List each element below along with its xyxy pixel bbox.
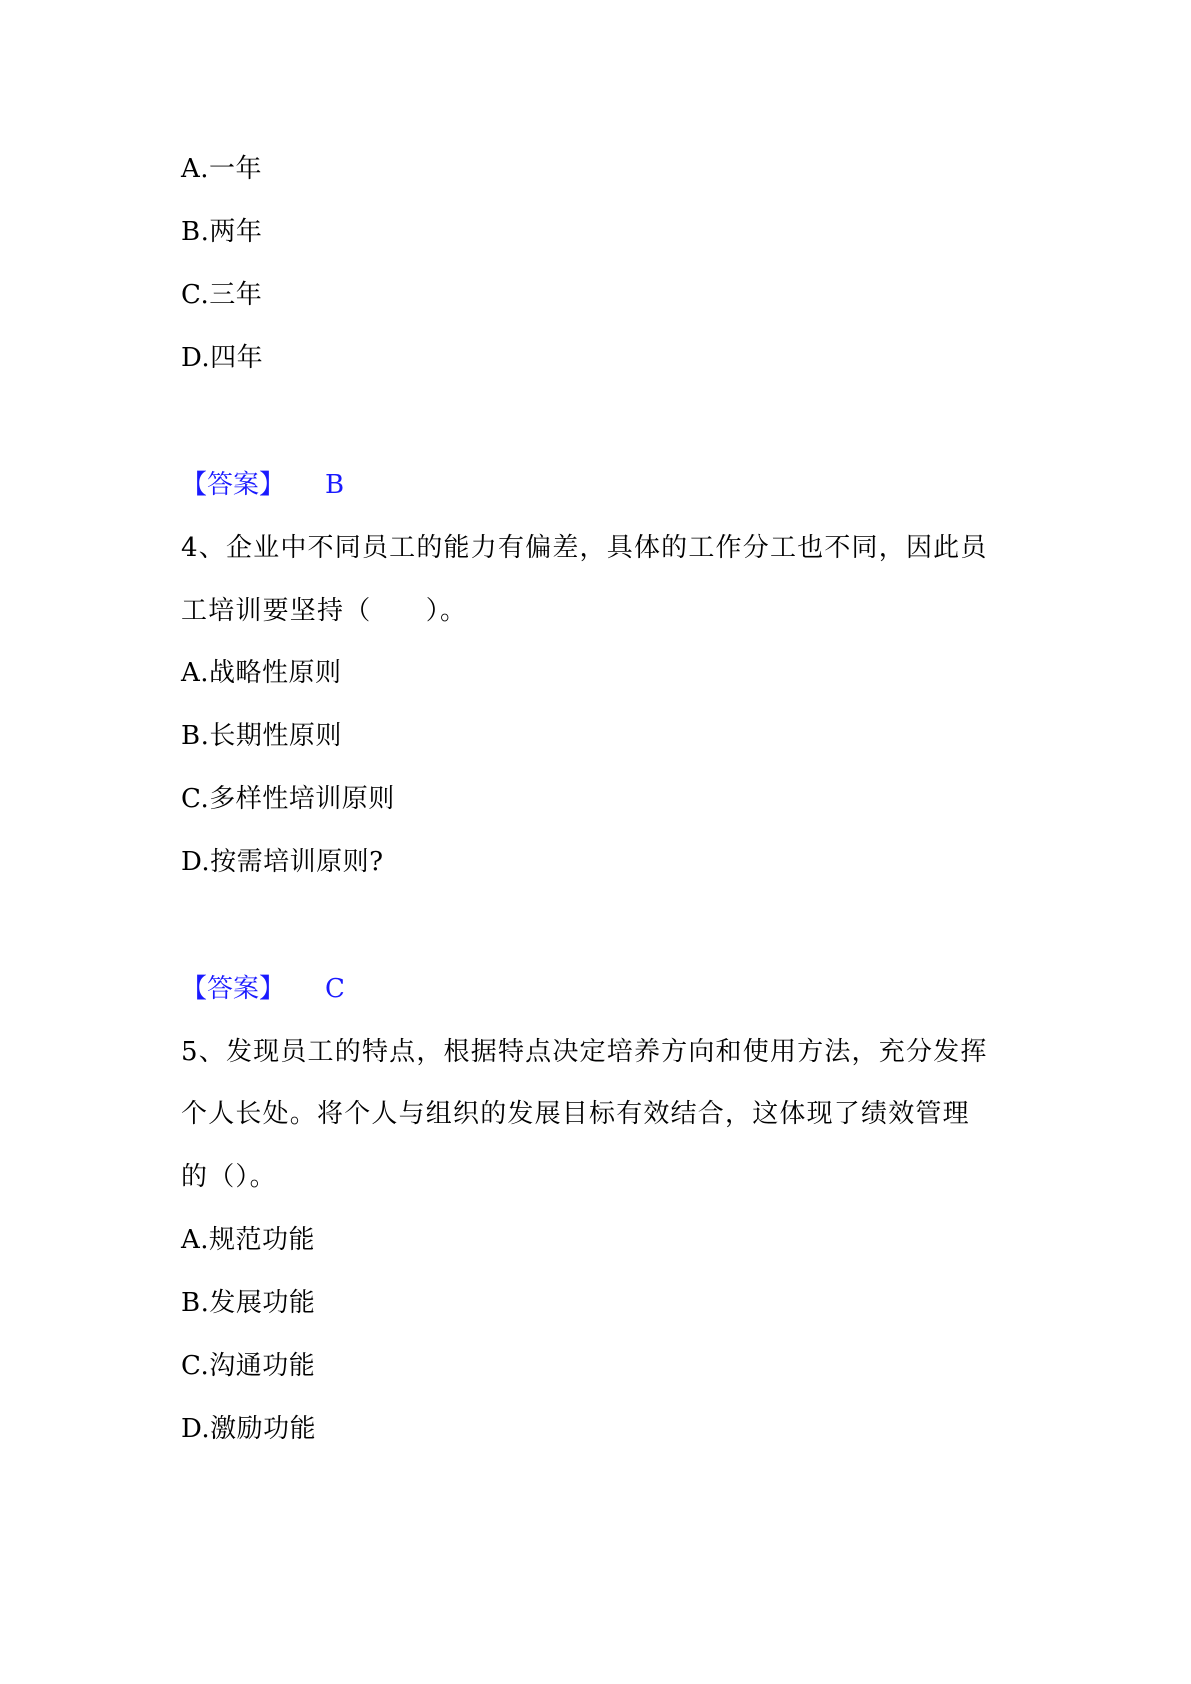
q4-stem-line-2: 工培训要坚持（ ）。 (181, 596, 468, 626)
q3-option-c: C.三年 (181, 280, 263, 310)
q5-option-c: C.沟通功能 (181, 1351, 316, 1381)
q3-option-d: D.四年 (181, 343, 264, 373)
q4-option-b: B.长期性原则 (181, 721, 342, 751)
answer-label: 【答案】 (181, 470, 286, 500)
q3-option-b: B.两年 (181, 217, 263, 247)
q4-answer (181, 972, 345, 1006)
q3-answer (181, 468, 344, 502)
q4-option-c: C.多样性培训原则 (181, 784, 395, 814)
q5-stem-line-2: 个人长处。将个人与组织的发展目标有效结合，这体现了绩效管理 (181, 1099, 970, 1129)
answer-value: C (325, 974, 345, 1004)
q5-stem-line-3: 的（）。 (181, 1162, 277, 1192)
q4-option-d: D.按需培训原则? (181, 847, 384, 877)
q5-option-d: D.激励功能 (181, 1414, 317, 1444)
q5-option-a: A.规范功能 (181, 1225, 316, 1255)
answer-label: 【答案】 (181, 974, 286, 1004)
q4-stem-line-1: 4、企业中不同员工的能力有偏差，具体的工作分工也不同，因此员 (181, 533, 988, 563)
answer-value: B (325, 470, 345, 500)
q5-option-b: B.发展功能 (181, 1288, 316, 1318)
q4-option-a: A.战略性原则 (181, 658, 342, 688)
q5-stem-line-1: 5、发现员工的特点，根据特点决定培养方向和使用方法，充分发挥 (181, 1037, 988, 1067)
q3-option-a: A.一年 (181, 154, 263, 184)
